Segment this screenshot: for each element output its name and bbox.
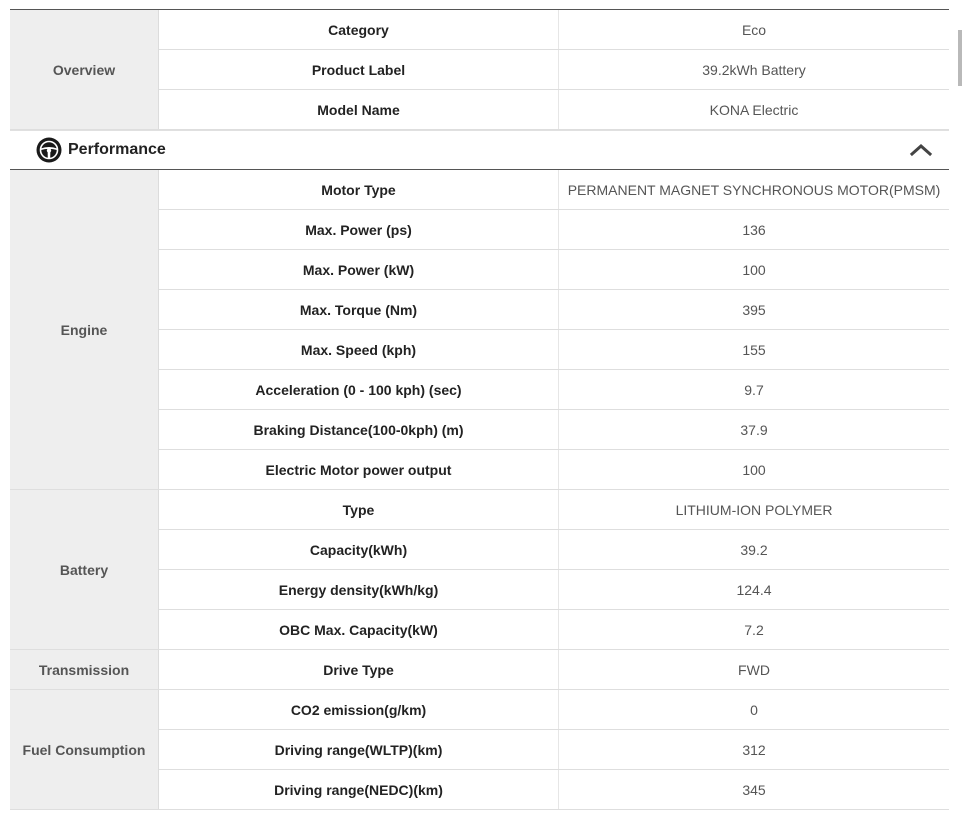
group-label-transmission: Transmission	[10, 650, 159, 690]
spec-value: KONA Electric	[559, 90, 950, 130]
spec-value: 345	[559, 770, 950, 810]
table-row	[10, 690, 949, 730]
group-label-overview: Overview	[10, 10, 159, 130]
spec-label: Max. Power (ps)	[159, 210, 559, 250]
spec-label: Energy density(kWh/kg)	[159, 570, 559, 610]
spec-label: Max. Torque (Nm)	[159, 290, 559, 330]
group-label-battery: Battery	[10, 490, 159, 650]
spec-label: Acceleration (0 - 100 kph) (sec)	[159, 370, 559, 410]
spec-value: FWD	[559, 650, 950, 690]
spec-container	[10, 9, 949, 810]
spec-value: 395	[559, 290, 950, 330]
spec-label: Driving range(WLTP)(km)	[159, 730, 559, 770]
spec-value: 9.7	[559, 370, 950, 410]
group-label-fuel-consumption: Fuel Consumption	[10, 690, 159, 810]
spec-value: LITHIUM-ION POLYMER	[559, 490, 950, 530]
spec-label: Drive Type	[159, 650, 559, 690]
section-title: Performance	[68, 141, 166, 158]
spec-label: Capacity(kWh)	[159, 530, 559, 570]
spec-value: 39.2	[559, 530, 950, 570]
spec-label: Model Name	[159, 90, 559, 130]
spec-value: Eco	[559, 10, 950, 50]
table-row	[10, 490, 949, 530]
table-row	[10, 170, 949, 210]
performance-table	[10, 170, 949, 810]
chevron-up-icon[interactable]	[909, 142, 933, 158]
spec-label: Braking Distance(100-0kph) (m)	[159, 410, 559, 450]
spec-value: 100	[559, 450, 950, 490]
spec-label: Product Label	[159, 50, 559, 90]
spec-value: PERMANENT MAGNET SYNCHRONOUS MOTOR(PMSM)	[559, 170, 950, 210]
spec-label: Type	[159, 490, 559, 530]
spec-value: 155	[559, 330, 950, 370]
spec-label: Category	[159, 10, 559, 50]
steering-wheel-icon	[36, 137, 62, 163]
spec-value: 136	[559, 210, 950, 250]
scrollbar-thumb[interactable]	[958, 30, 962, 86]
spec-value: 312	[559, 730, 950, 770]
spec-label: Electric Motor power output	[159, 450, 559, 490]
performance-section-header[interactable]	[10, 130, 949, 170]
group-label-engine: Engine	[10, 170, 159, 490]
table-row	[10, 650, 949, 690]
spec-label: OBC Max. Capacity(kW)	[159, 610, 559, 650]
table-row	[10, 10, 949, 50]
spec-value: 100	[559, 250, 950, 290]
spec-label: Max. Power (kW)	[159, 250, 559, 290]
spec-label: Motor Type	[159, 170, 559, 210]
spec-label: Max. Speed (kph)	[159, 330, 559, 370]
spec-label: Driving range(NEDC)(km)	[159, 770, 559, 810]
spec-value: 37.9	[559, 410, 950, 450]
spec-value: 39.2kWh Battery	[559, 50, 950, 90]
overview-table	[10, 10, 949, 130]
spec-value: 124.4	[559, 570, 950, 610]
spec-label: CO2 emission(g/km)	[159, 690, 559, 730]
spec-value: 0	[559, 690, 950, 730]
spec-value: 7.2	[559, 610, 950, 650]
